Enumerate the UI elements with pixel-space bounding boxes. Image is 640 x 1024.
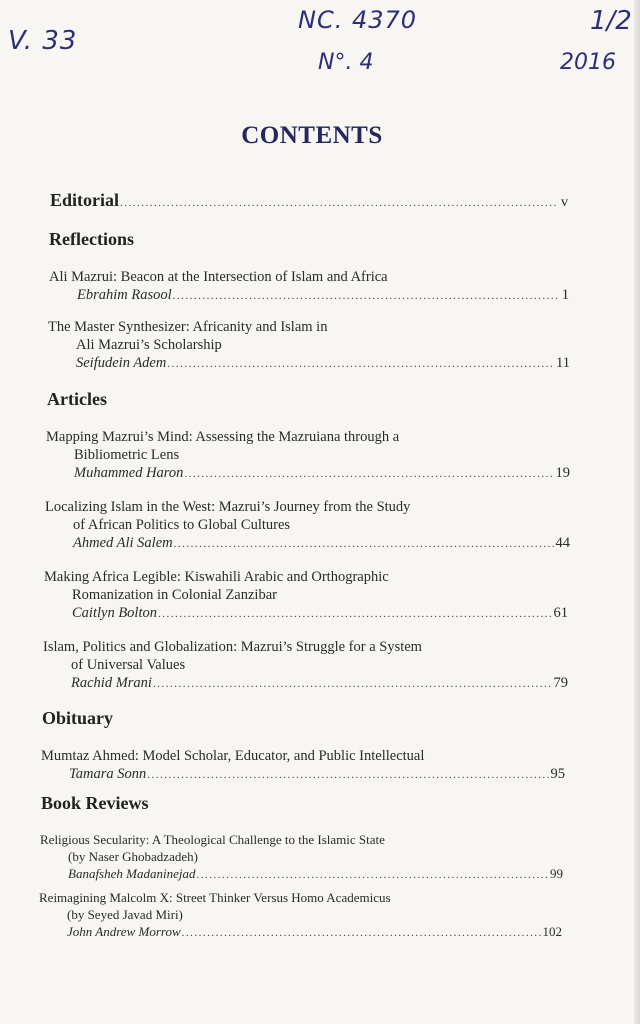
- entry-author: John Andrew Morrow: [67, 924, 181, 939]
- entry-title-line: Romanization in Colonial Zanzibar: [72, 587, 277, 603]
- entry-author: Caitlyn Bolton: [72, 605, 157, 621]
- toc-editorial[interactable]: [50, 190, 568, 211]
- leader-dots: [167, 355, 555, 373]
- entry-author: Banafsheh Madaninejad: [68, 866, 196, 881]
- section-articles: Articles: [47, 389, 107, 409]
- entry-author: Rachid Mrani: [71, 675, 152, 691]
- entry-leader: [45, 534, 570, 553]
- page-title: CONTENTS: [241, 122, 383, 149]
- leader-dots: [147, 766, 549, 784]
- entry-title-line: Ali Mazrui’s Scholarship: [76, 337, 222, 353]
- entry-author: Ebrahim Rasool: [77, 287, 172, 303]
- toc-entry[interactable]: [44, 568, 568, 623]
- section-reflections: Reflections: [49, 229, 134, 249]
- handwritten-year: 2016: [560, 50, 616, 75]
- entry-title-line: of African Politics to Global Cultures: [73, 517, 291, 533]
- entry-leader: [48, 354, 570, 373]
- leader-dots: [120, 197, 557, 209]
- page-number: 44: [555, 535, 570, 551]
- leader-dots: [174, 535, 555, 553]
- entry-leader: [43, 674, 568, 693]
- leader-dots: [158, 605, 553, 623]
- section-obituary: Obituary: [42, 708, 114, 728]
- entry-author: Muhammed Haron: [74, 465, 184, 481]
- toc-entry[interactable]: [43, 638, 568, 693]
- entry-author: Ahmed Ali Salem: [73, 535, 173, 551]
- handwritten-number: N°. 4: [318, 50, 374, 75]
- entry-leader: [44, 604, 568, 623]
- handwritten-part: 1/2: [590, 6, 632, 36]
- entry-title-line: of Universal Values: [71, 657, 186, 673]
- leader-dots: [184, 465, 554, 483]
- entry-title-line: Mapping Mazrui’s Mind: Assessing the Mazruiana through a: [46, 429, 400, 445]
- page-number: v: [561, 195, 568, 210]
- toc-entry[interactable]: [40, 831, 563, 884]
- entry-leader: [46, 464, 570, 483]
- entry-author: Tamara Sonn: [69, 766, 147, 782]
- toc-entry[interactable]: [41, 747, 565, 784]
- page-number: 61: [553, 605, 568, 621]
- entry-title-line: (by Seyed Javad Miri): [67, 907, 183, 922]
- page-number: 95: [550, 766, 565, 782]
- entry-title-line: Localizing Islam in the West: Mazrui’s Journey from the Study: [45, 499, 411, 515]
- entry-author: Seifudein Adem: [76, 355, 167, 371]
- page-edge: [634, 0, 640, 1024]
- entry-title-line: Bibliometric Lens: [74, 447, 180, 463]
- entry-title-line: Religious Secularity: A Theological Challenge to the Islamic State: [40, 832, 385, 847]
- leader-dots: [196, 867, 549, 884]
- toc-entry[interactable]: [49, 268, 569, 305]
- toc-entry[interactable]: [46, 428, 570, 483]
- entry-leader: [49, 286, 569, 305]
- entry-leader: [40, 865, 563, 884]
- leader-dots: [182, 925, 542, 942]
- page-number: 11: [556, 355, 570, 371]
- entry-title-line: (by Naser Ghobadzadeh): [68, 849, 198, 864]
- leader-dots: [153, 675, 553, 693]
- entry-leader: [39, 923, 562, 942]
- handwritten-reference: NC. 4370: [298, 6, 418, 34]
- entry-title-line: Ali Mazrui: Beacon at the Intersection of Islam and Africa: [49, 269, 388, 285]
- page-number: 19: [555, 465, 570, 481]
- entry-title-line: Reimagining Malcolm X: Street Thinker Versus Homo Academicus: [39, 890, 391, 905]
- leader-dots: [173, 287, 558, 305]
- page-number: 102: [542, 924, 562, 939]
- entry-title-line: Mumtaz Ahmed: Model Scholar, Educator, and Public Intellectual: [41, 748, 425, 764]
- entry-leader: [41, 765, 565, 784]
- entry-title-line: The Master Synthesizer: Africanity and Islam in: [48, 319, 328, 335]
- section-book-reviews: Book Reviews: [41, 793, 149, 813]
- handwritten-volume: V. 33: [8, 26, 78, 56]
- editorial-label: Editorial: [50, 190, 120, 210]
- toc-entry[interactable]: [48, 318, 570, 373]
- entry-title-line: Making Africa Legible: Kiswahili Arabic and Orthographic: [44, 569, 389, 585]
- page-number: 99: [550, 866, 563, 881]
- toc-entry[interactable]: [39, 889, 562, 942]
- page-number: 79: [553, 675, 568, 691]
- page-number: 1: [561, 287, 569, 303]
- toc-entry[interactable]: [45, 498, 570, 553]
- entry-title-line: Islam, Politics and Globalization: Mazrui’s Struggle for a System: [43, 639, 422, 655]
